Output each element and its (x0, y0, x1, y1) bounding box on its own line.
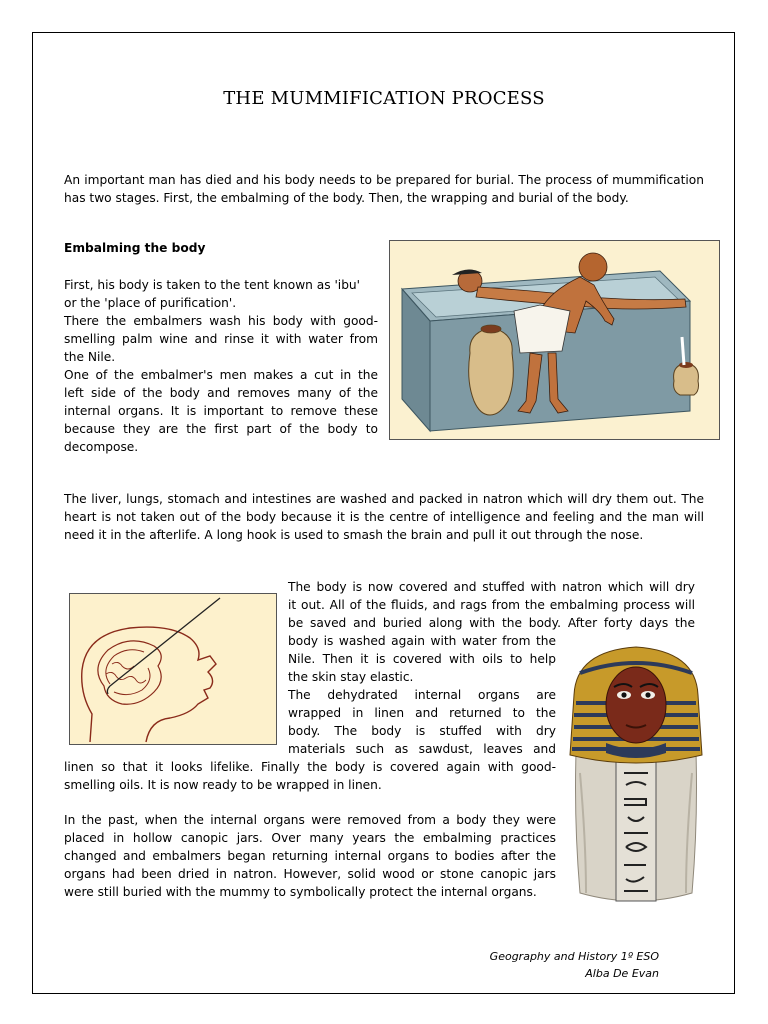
text-line: One of the embalmer's men makes a cut in the (64, 368, 378, 382)
text-line: changed and embalmers began returning internal organs to bodies after the (64, 849, 556, 863)
canopic-jar-image (566, 643, 706, 909)
text-line: smelling oils. It is now ready to be wrapped in linen. (64, 778, 382, 792)
text-line: materials such as sawdust, leaves and (288, 742, 556, 756)
text-line: the skin stay elastic. (288, 670, 414, 684)
section-heading: Embalming the body (64, 241, 206, 255)
text-line: because they are the first part of the body to (64, 422, 378, 436)
text-line: body is washed again with water from the (288, 634, 556, 648)
text-line: The body is now covered and stuffed with natron which will dry (288, 580, 695, 594)
text-line: The dehydrated internal organs are (288, 688, 556, 702)
text-line: organs had been dried in natron. However, solid wood or stone canopic jars (64, 867, 556, 881)
brain-hook-image (70, 594, 276, 744)
text-line: or the 'place of purification'. (64, 296, 237, 310)
text-line: internal organs. It is important to remove these (64, 404, 378, 418)
text-line: decompose. (64, 440, 139, 454)
embalming-scene-image (390, 241, 719, 439)
text-line: There the embalmers wash his body with good- (64, 314, 378, 328)
text-line: the Nile. (64, 350, 116, 364)
text-line: Nile. Then it is covered with oils to help (288, 652, 556, 666)
footer-course: Geography and History 1º ESO (489, 950, 659, 963)
text-line: In the past, when the internal organs were removed from a body they were (64, 813, 556, 827)
text-line: linen so that it looks lifelike. Finally the body is covered again with good- (64, 760, 556, 774)
text-line: placed in hollow canopic jars. Over many years the embalming practices (64, 831, 556, 845)
intro-paragraph: An important man has died and his body needs to be prepared for burial. The process of mummification has two stages. First, the embalming of the body. Then, the wrapping and burial of the body. (64, 173, 704, 205)
footer-author: Alba De Evan (585, 967, 659, 980)
text-line: smelling palm wine and rinse it with water from (64, 332, 378, 346)
organs-paragraph: The liver, lungs, stomach and intestines are washed and packed in natron which will dry them out. The heart is not taken out of the body because it is the centre of intelligence and feeling and the man will need it in the afterlife. A long hook is used to smash the brain and pull it out through the nose. (64, 492, 704, 542)
brain-hook-illustration (69, 593, 277, 745)
text-line: it out. All of the fluids, and rags from the embalming process will (288, 598, 695, 612)
page-title: THE MUMMIFICATION PROCESS (223, 88, 545, 109)
text-line: wrapped in linen and returned to the (288, 706, 556, 720)
text-line: body. The body is stuffed with dry (288, 724, 556, 738)
text-line: be saved and buried along with the body. After forty days the (288, 616, 695, 630)
text-line: were still buried with the mummy to symbolically protect the internal organs. (64, 885, 537, 899)
canopic-jar-drawing (566, 643, 706, 909)
text-line: First, his body is taken to the tent known as 'ibu' (64, 278, 361, 292)
embalming-illustration (389, 240, 720, 440)
text-line: left side of the body and removes many of the (64, 386, 378, 400)
